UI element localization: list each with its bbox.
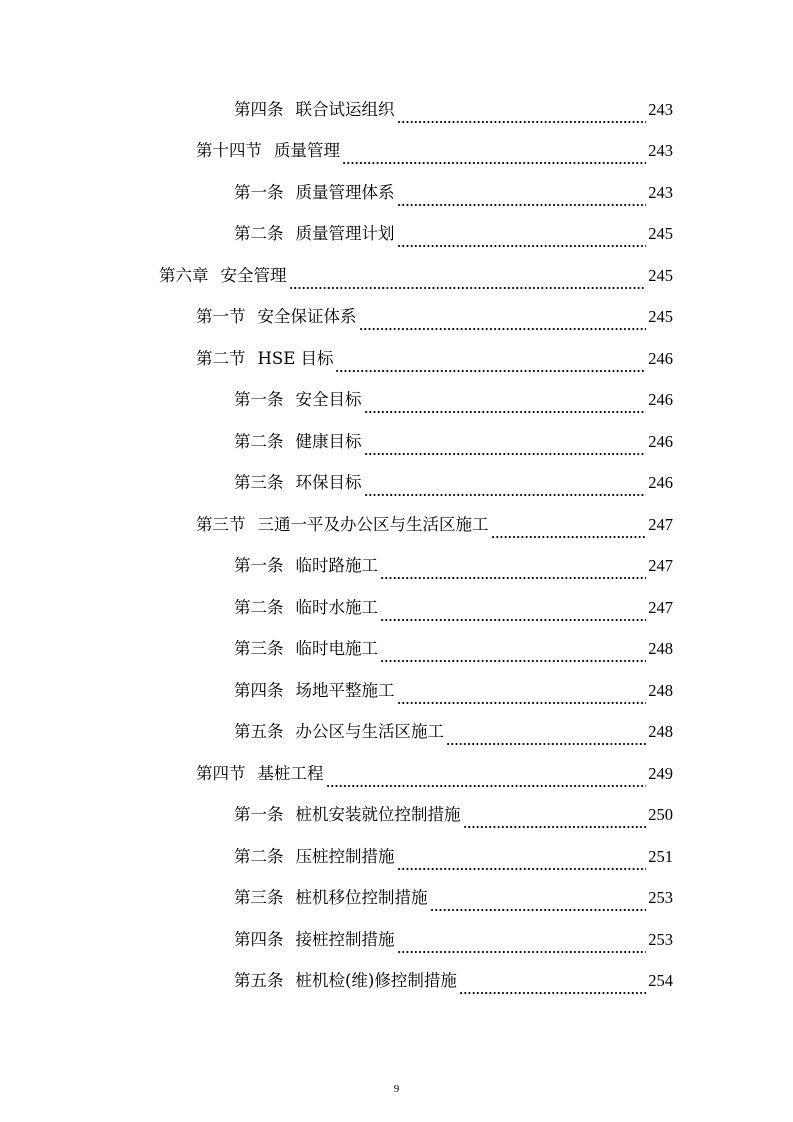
toc-entry-number: 第一条: [234, 556, 284, 576]
toc-entry[interactable]: [0, 504, 793, 546]
page-number: 9: [393, 1083, 400, 1095]
toc-entry-title: 健康目标: [295, 431, 362, 451]
toc-entry[interactable]: [0, 753, 793, 795]
dot-leader: [397, 702, 647, 704]
toc-entry-page: 246: [648, 390, 673, 410]
toc-entry-page: 246: [648, 473, 673, 493]
toc-entry-title: 桩机检(维)修控制措施: [295, 971, 457, 991]
toc-entry-label: [234, 390, 362, 410]
toc-entry-page: 247: [648, 556, 673, 576]
toc-entry-number: 第三节: [196, 514, 246, 534]
toc-entry-title: 基桩工程: [257, 763, 324, 783]
toc-entry-title: 办公区与生活区施工: [295, 722, 444, 742]
toc-entry-page: 243: [648, 182, 673, 202]
toc-entry-number: 第一条: [234, 390, 284, 410]
toc-entry[interactable]: [0, 463, 793, 505]
toc-entry-title: 联合试运组织: [295, 99, 395, 119]
toc-entry-title: 环保目标: [295, 473, 362, 493]
toc-entry-page: 246: [648, 431, 673, 451]
toc-entry-number: 第十四节: [196, 141, 262, 161]
toc-entry-label: [234, 971, 457, 991]
toc-entry-number: 第一条: [234, 805, 284, 825]
toc-entry-number: 第一条: [234, 182, 284, 202]
toc-entry-label: [234, 224, 395, 244]
toc-entry-page: 247: [648, 514, 673, 534]
toc-entry-page: 251: [648, 846, 673, 866]
toc-entry-page: 247: [648, 597, 673, 617]
toc-entry-page: 245: [648, 224, 673, 244]
dot-leader: [397, 245, 647, 247]
toc-entry-label: [234, 183, 395, 203]
toc-entry[interactable]: [0, 380, 793, 422]
toc-entry-number: 第六章: [159, 265, 209, 285]
toc-entry-title: 压桩控制措施: [295, 846, 395, 866]
toc-entry-number: 第一节: [196, 307, 246, 327]
toc-entry-label: [196, 764, 324, 784]
toc-entry-label: [196, 515, 489, 535]
toc-entry-label: [234, 847, 395, 867]
dot-leader: [335, 370, 646, 372]
dot-leader: [380, 577, 646, 579]
toc-entry-number: 第三条: [234, 473, 284, 493]
toc-entry-page: 253: [648, 929, 673, 949]
toc-entry-label: [234, 598, 378, 618]
toc-entry-page: 253: [648, 888, 673, 908]
toc-entry-label: [234, 556, 378, 576]
toc-entry-number: 第三条: [234, 639, 284, 659]
toc-entry-page: 248: [648, 639, 673, 659]
toc-entry[interactable]: [0, 297, 793, 339]
toc-entry[interactable]: [0, 89, 793, 131]
toc-entry[interactable]: [0, 712, 793, 754]
toc-entry-title: 临时路施工: [295, 556, 378, 576]
toc-entry-title: 场地平整施工: [295, 680, 395, 700]
toc-entry-page: 243: [648, 99, 673, 119]
toc-entry-label: [159, 266, 287, 286]
toc-entry-label: [196, 349, 333, 369]
toc-entry-title: 安全管理: [220, 265, 287, 285]
toc-entry-title: 桩机安装就位控制措施: [295, 805, 461, 825]
dot-leader: [289, 287, 647, 289]
toc-entry-label: [234, 805, 461, 825]
toc-entry-page: 248: [648, 680, 673, 700]
toc-entry[interactable]: [0, 546, 793, 588]
toc-entry-page: 254: [648, 971, 673, 991]
toc-entry-label: [234, 888, 428, 908]
toc-entry-page: 250: [648, 805, 673, 825]
toc-entry[interactable]: [0, 919, 793, 961]
table-of-contents: [0, 89, 793, 1002]
dot-leader: [397, 121, 647, 123]
dot-leader: [364, 453, 647, 455]
toc-entry-label: [234, 722, 444, 742]
toc-entry[interactable]: [0, 670, 793, 712]
toc-entry[interactable]: [0, 421, 793, 463]
toc-entry-number: 第四条: [234, 99, 284, 119]
dot-leader: [397, 204, 647, 206]
toc-entry-number: 第二条: [234, 597, 284, 617]
dot-leader: [380, 660, 646, 662]
toc-entry-label: [234, 930, 395, 950]
toc-entry-page: 245: [648, 307, 673, 327]
toc-entry-number: 第五条: [234, 722, 284, 742]
dot-leader: [364, 411, 647, 413]
toc-entry-page: 246: [648, 348, 673, 368]
toc-entry-number: 第三条: [234, 888, 284, 908]
toc-entry[interactable]: [0, 961, 793, 1003]
toc-entry-label: [234, 100, 395, 120]
toc-entry-title: 安全目标: [295, 390, 362, 410]
toc-entry-number: 第二节: [196, 348, 246, 368]
toc-entry[interactable]: [0, 629, 793, 671]
toc-entry[interactable]: [0, 836, 793, 878]
toc-entry-title: 质量管理计划: [295, 224, 395, 244]
toc-entry-title: 临时电施工: [295, 639, 378, 659]
toc-entry-title: 质量管理: [274, 141, 340, 161]
dot-leader: [397, 951, 647, 953]
toc-entry[interactable]: [0, 131, 793, 173]
toc-entry-number: 第二条: [234, 431, 284, 451]
toc-entry-number: 第四条: [234, 929, 284, 949]
toc-entry[interactable]: [0, 587, 793, 629]
toc-entry-label: [196, 307, 357, 327]
toc-entry-number: 第二条: [234, 224, 284, 244]
toc-entry-label: [234, 681, 395, 701]
toc-entry-title: 三通一平及办公区与生活区施工: [257, 514, 489, 534]
dot-leader: [380, 619, 646, 621]
toc-entry-title: 接桩控制措施: [295, 929, 395, 949]
toc-entry[interactable]: [0, 338, 793, 380]
toc-entry-page: 249: [648, 763, 673, 783]
toc-entry-page: 245: [648, 265, 673, 285]
toc-entry-label: [234, 473, 362, 493]
toc-entry-label: [196, 141, 340, 161]
toc-entry-number: 第二条: [234, 846, 284, 866]
toc-entry-number: 第五条: [234, 971, 284, 991]
toc-entry-title: 安全保证体系: [257, 307, 357, 327]
dot-leader: [342, 162, 646, 164]
dot-leader: [463, 826, 647, 828]
dot-leader: [491, 536, 647, 538]
toc-entry-label: [234, 432, 362, 452]
toc-entry-number: 第四节: [196, 763, 246, 783]
toc-entry[interactable]: [0, 795, 793, 837]
dot-leader: [326, 785, 647, 787]
toc-entry-number: 第四条: [234, 680, 284, 700]
toc-entry-title: 质量管理体系: [295, 182, 395, 202]
toc-entry[interactable]: [0, 878, 793, 920]
toc-entry-page: 248: [648, 722, 673, 742]
dot-leader: [359, 328, 647, 330]
toc-entry-page: 243: [648, 141, 673, 161]
dot-leader: [430, 909, 647, 911]
toc-entry[interactable]: [0, 255, 793, 297]
toc-entry-title: 临时水施工: [295, 597, 378, 617]
toc-entry-title: 桩机移位控制措施: [295, 888, 428, 908]
toc-entry[interactable]: [0, 214, 793, 256]
toc-entry-label: [234, 639, 378, 659]
toc-entry[interactable]: [0, 172, 793, 214]
toc-entry-title: HSE 目标: [257, 348, 334, 368]
dot-leader: [446, 743, 646, 745]
dot-leader: [364, 494, 647, 496]
dot-leader: [459, 992, 646, 994]
dot-leader: [397, 868, 647, 870]
